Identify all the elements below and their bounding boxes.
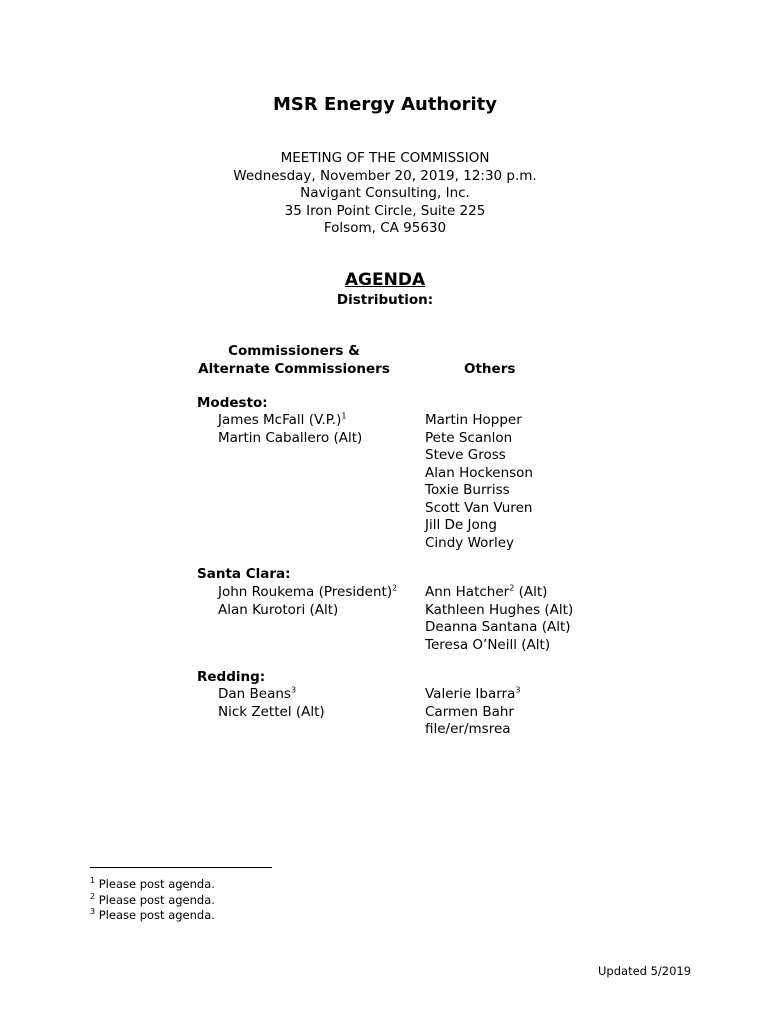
footnote-item: $^3$ Please post agenda. (90, 907, 215, 922)
footnote-divider (90, 867, 272, 868)
list-item: Alan Kurotori (Alt) (218, 601, 339, 618)
list-item: Steve Gross (425, 447, 506, 463)
commissioners-column-heading: Commissioners & Alternate Commissioners (198, 343, 390, 377)
list-item: James McFall $(V.P.)^1$ (218, 411, 347, 428)
list-item: Alan Hockenson (425, 464, 533, 481)
list-item: Teresa O’Neill (Alt) (425, 636, 551, 653)
document-title: MSR Energy Authority (273, 94, 497, 115)
list-item: file/er/msrea (425, 721, 511, 737)
others-list-santa-clara (425, 584, 573, 654)
list-item: Martin Caballero (Alt) (218, 429, 363, 446)
list-item: Scott Van Vuren (425, 499, 533, 516)
list-item: Jill De Jong (425, 517, 497, 533)
list-item: Dan Beans$^3$ (218, 685, 297, 702)
list-item: Deanna Santana (Alt) (425, 619, 571, 635)
list-item: Cindy Worley (425, 534, 514, 551)
group-name-modesto: Modesto: (197, 395, 268, 411)
list-item: Valerie Ibarra$^3$ (425, 685, 521, 702)
commissioners-list-santa-clara (218, 584, 397, 619)
meeting-datetime: Wednesday, November 20, 2019, 12:30 p.m. (233, 167, 537, 184)
list-item: Ann Hatcher$^2$ (Alt) (425, 583, 548, 600)
list-item: Nick Zettel (Alt) (218, 703, 325, 720)
others-column-heading: Others (464, 361, 516, 377)
list-item: John Roukema (President)$^2$ (218, 583, 398, 600)
list-item: Toxie Burriss (425, 482, 510, 498)
list-item: Kathleen Hughes (Alt) (425, 601, 574, 618)
footnotes (90, 877, 215, 924)
meeting-name: MEETING OF THE COMMISSION (280, 150, 490, 166)
updated-date: Updated 5/2019 (598, 964, 692, 978)
list-item: Pete Scanlon (425, 429, 513, 446)
meeting-city: Folsom, CA 95630 (323, 220, 447, 236)
list-item: Martin Hopper (425, 412, 522, 428)
distribution-label: Distribution: (336, 292, 434, 308)
footnote-item: $^1$ Please post agenda. (90, 876, 215, 891)
meeting-address: 35 Iron Point Circle, Suite 225 (284, 202, 486, 219)
agenda-heading: AGENDA (344, 270, 426, 290)
footnote-item: $^2$ Please post agenda. (90, 891, 215, 907)
commissioners-list-redding (218, 686, 325, 721)
others-list-redding (425, 686, 520, 739)
group-name-redding: Redding: (197, 669, 266, 685)
group-name-santa-clara: Santa Clara: (197, 566, 291, 582)
meeting-header (0, 150, 770, 238)
list-item: Carmen Bahr (425, 703, 514, 720)
others-list-modesto (425, 412, 533, 552)
commissioners-list-modesto (218, 412, 362, 447)
meeting-venue: Navigant Consulting, Inc. (300, 185, 470, 201)
